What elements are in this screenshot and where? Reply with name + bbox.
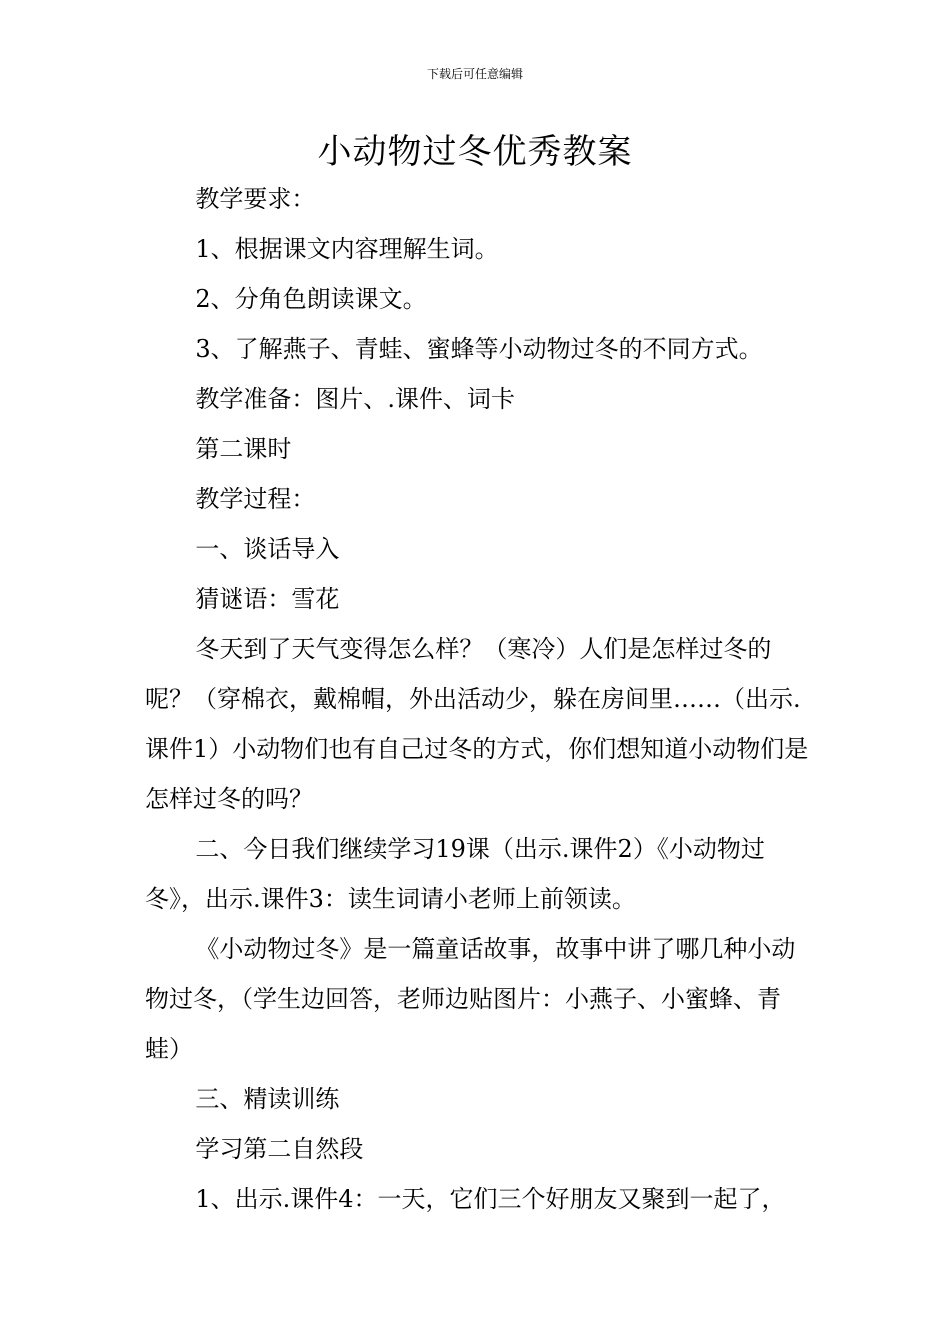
- paragraph-second-lesson: 第二课时: [195, 435, 292, 463]
- document-title: 小动物过冬优秀教案: [317, 132, 633, 172]
- paragraph-teaching-process: 教学过程：: [195, 485, 316, 513]
- paragraph-section-1: 一、谈话导入: [195, 535, 340, 563]
- paragraph-requirement-1: 1、根据课文内容理解生词。: [195, 235, 499, 263]
- page-header-note: 下载后可任意编辑: [426, 67, 523, 81]
- paragraph-section-2: 二、今日我们继续学习19课（出示.课件2）《小动物过冬》，出示.课件3：读生词请小老师上前领读。: [145, 835, 765, 913]
- paragraph-teaching-requirements: 教学要求：: [195, 185, 316, 213]
- paragraph-teaching-preparation: 教学准备：图片、.课件、词卡: [195, 385, 516, 413]
- paragraph-winter-intro: 冬天到了天气变得怎么样？（寒冷）人们是怎样过冬的呢？（穿棉衣，戴棉帽，外出活动少，躲在房间里……（出示.课件1）小动物们也有自己过冬的方式，你们想知道小动物们是怎样过冬的吗？: [145, 635, 809, 813]
- paragraph-study-second-paragraph: 学习第二自然段: [195, 1135, 364, 1163]
- document-body: [145, 174, 815, 1224]
- paragraph-requirement-3: 3、了解燕子、青蛙、蜜蜂等小动物过冬的不同方式。: [195, 335, 763, 363]
- paragraph-section-3: 三、精读训练: [195, 1085, 340, 1113]
- paragraph-story-summary: 《小动物过冬》是一篇童话故事，故事中讲了哪几种小动物过冬，（学生边回答，老师边贴图片：小燕子、小蜜蜂、青蛙）: [145, 935, 796, 1063]
- paragraph-step-1: 1、出示.课件4：一天，它们三个好朋友又聚到一起了，: [195, 1185, 786, 1213]
- paragraph-requirement-2: 2、分角色朗读课文。: [195, 285, 427, 313]
- paragraph-riddle: 猜谜语：雪花: [195, 585, 340, 613]
